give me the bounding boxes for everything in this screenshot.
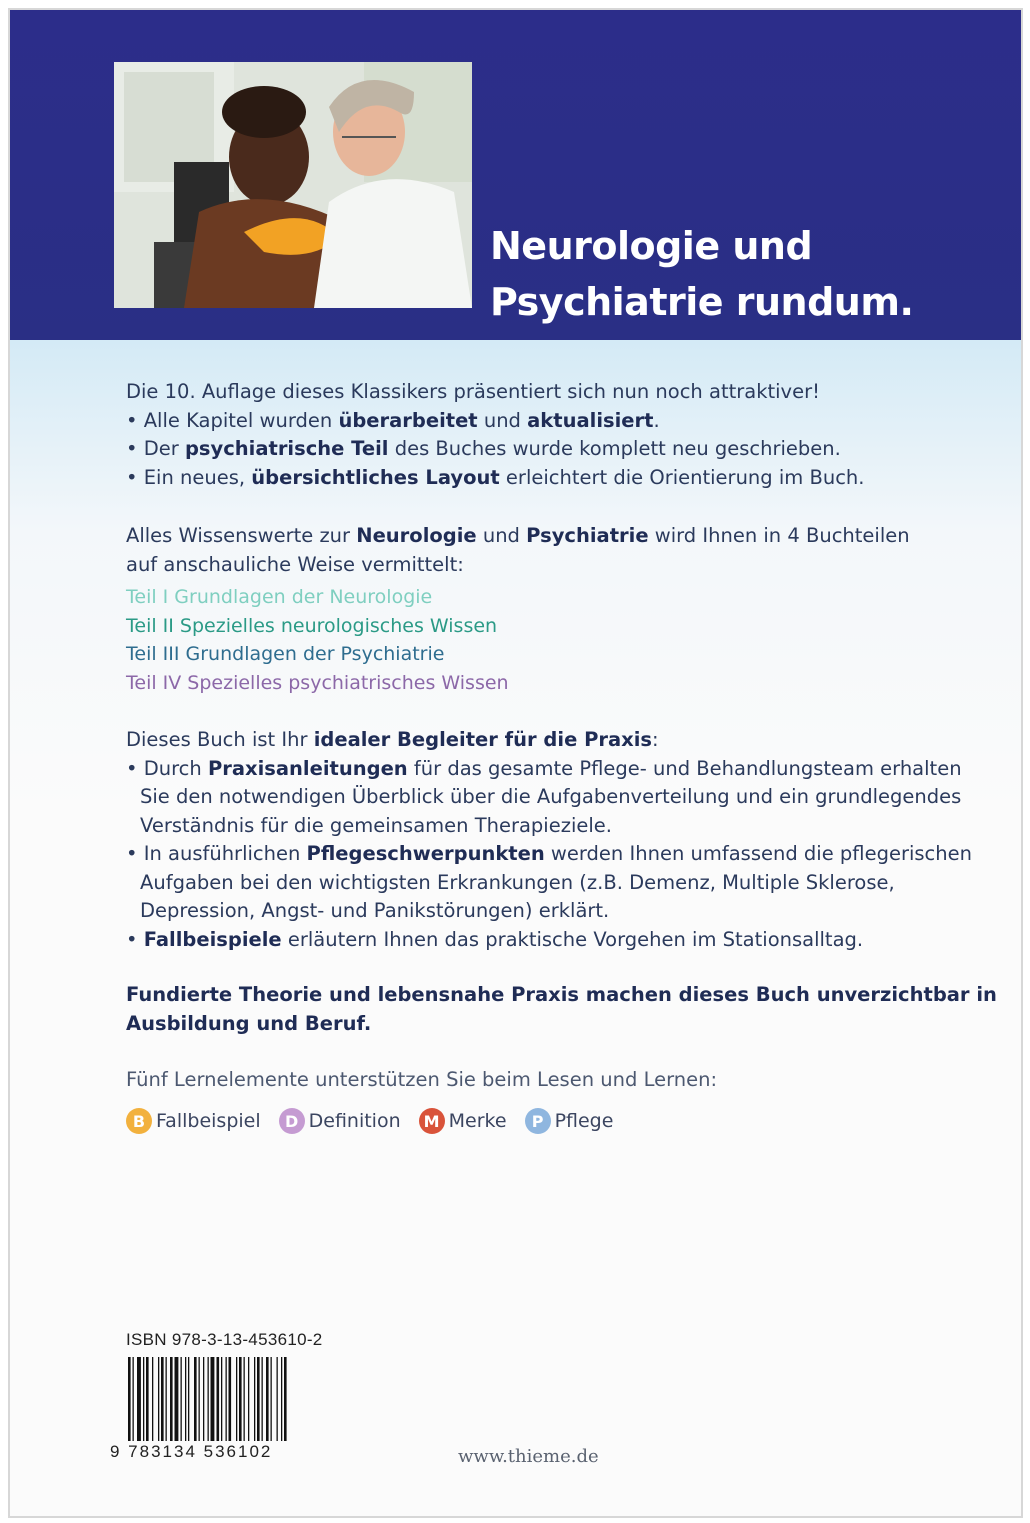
cover-photo [114, 62, 472, 308]
conclusion: Fundierte Theorie und lebensnahe Praxis machen dieses Buch unverzichtbar in Ausbildung und Beruf. [126, 983, 997, 1035]
barcode-bar [194, 1357, 197, 1441]
p-badge-icon: P [525, 1108, 551, 1134]
intro-bullet: • Alle Kapitel wurden überarbeitet und aktualisiert. [126, 408, 660, 432]
legend-item-definition: D Definition [279, 1108, 401, 1134]
barcode-bar [281, 1357, 282, 1441]
legend-item-merke: M Merke [419, 1108, 507, 1134]
m-badge-icon: M [419, 1108, 445, 1134]
part-4: Teil IV Spezielles psychiatrisches Wissen [126, 671, 509, 694]
headline-line-2: Psychiatrie rundum. [490, 280, 914, 324]
barcode-bar [143, 1357, 144, 1441]
barcode-bar [158, 1357, 159, 1441]
barcode-bar [277, 1357, 278, 1441]
barcode-bar [217, 1357, 220, 1441]
knowledge-block [126, 522, 910, 579]
practice-bullet: • In ausführlichen Pflegeschwerpunkten werden Ihnen umfassend die pflegerischen Aufgaben bei den wichtigsten Erkrankungen (z.B. Demenz, Multiple Sklerose, Depression, Angst- und Panikstörungen) erklärt. [126, 842, 972, 922]
practice-lead: Dieses Buch ist Ihr idealer Begleiter für die Praxis: [126, 728, 659, 751]
barcode-bar [152, 1357, 153, 1441]
barcode-bar [266, 1357, 269, 1441]
knowledge-line-2: auf anschauliche Weise vermittelt: [126, 552, 464, 576]
barcode-bar [244, 1357, 245, 1441]
learning-elements-legend [126, 1108, 631, 1134]
barcode-bar [226, 1357, 227, 1441]
part-3: Teil III Grundlagen der Psychiatrie [126, 643, 445, 665]
barcode-bar [284, 1357, 287, 1441]
barcode-bar [175, 1357, 179, 1441]
part-2: Teil II Spezielles neurologisches Wissen [126, 614, 498, 637]
intro-block [126, 378, 865, 492]
barcode-bar [221, 1357, 222, 1441]
barcode-bar [133, 1357, 134, 1441]
barcode-number: 9 783134 536102 [110, 1442, 273, 1461]
part-1: Teil I Grundlagen der Neurologie [126, 586, 433, 608]
legend-item-pflege: P Pflege [525, 1108, 614, 1134]
barcode-bar [257, 1357, 260, 1441]
barcode-bar [262, 1357, 263, 1441]
barcode-bar [170, 1357, 173, 1441]
barcode-bar [254, 1357, 255, 1441]
header-band [10, 10, 1021, 340]
practice-bullet: • Fallbeispiele erläutern Ihnen das praktische Vorgehen im Stationsalltag. [126, 927, 864, 951]
barcode-bar [199, 1357, 200, 1441]
barcode-bar [271, 1357, 272, 1441]
barcode-bar [137, 1357, 141, 1441]
intro-lead: Die 10. Auflage dieses Klassikers präsentiert sich nun noch attraktiver! [126, 380, 820, 403]
headline [490, 218, 913, 330]
barcode-bar [236, 1357, 237, 1441]
intro-bullet: • Der psychiatrische Teil des Buches wurde komplett neu geschrieben. [126, 437, 841, 460]
barcode-bar [229, 1357, 232, 1441]
knowledge-line-1: Alles Wissenswerte zur Neurologie und Psychiatrie wird Ihnen in 4 Buchteilen [126, 524, 910, 547]
photo-nurse-patient-image [114, 62, 472, 308]
book-back-cover [10, 10, 1021, 1516]
practice-bullet: • Durch Praxisanleitungen für das gesamte Pflege- und Behandlungsteam erhalten Sie den notwendigen Überblick über die Aufgabenverteilung und ein grundlegendes Verständnis für die gemeinsamen Therapieziele. [126, 756, 962, 837]
intro-bullet: • Ein neues, übersichtliches Layout erleichtert die Orientierung im Buch. [126, 465, 865, 489]
barcode-bar [166, 1357, 167, 1441]
publisher-url: www.thieme.de [458, 1446, 599, 1467]
barcode-bar [185, 1357, 186, 1441]
isbn: ISBN 978-3-13-453610-2 [126, 1330, 323, 1349]
barcode-bar [188, 1357, 189, 1441]
barcode-bar [211, 1357, 215, 1441]
book-parts-list [126, 583, 509, 697]
legend-item-fallbeispiel: B Fallbeispiel [126, 1108, 261, 1134]
barcode-icon [128, 1357, 332, 1449]
barcode-bar [146, 1357, 149, 1441]
barcode-bar [248, 1357, 249, 1441]
barcode-bar [128, 1357, 131, 1441]
barcode-bar [161, 1357, 164, 1441]
b-badge-icon: B [126, 1108, 152, 1134]
barcode-bar [181, 1357, 182, 1441]
practice-block [126, 726, 972, 954]
headline-line-1: Neurologie und [490, 224, 813, 268]
barcode-bar [208, 1357, 209, 1441]
learning-lead: Fünf Lernelemente unterstützen Sie beim Lesen und Lernen: [126, 1068, 718, 1091]
d-badge-icon: D [279, 1108, 305, 1134]
barcode-bar [239, 1357, 242, 1441]
barcode-bar [203, 1357, 204, 1441]
